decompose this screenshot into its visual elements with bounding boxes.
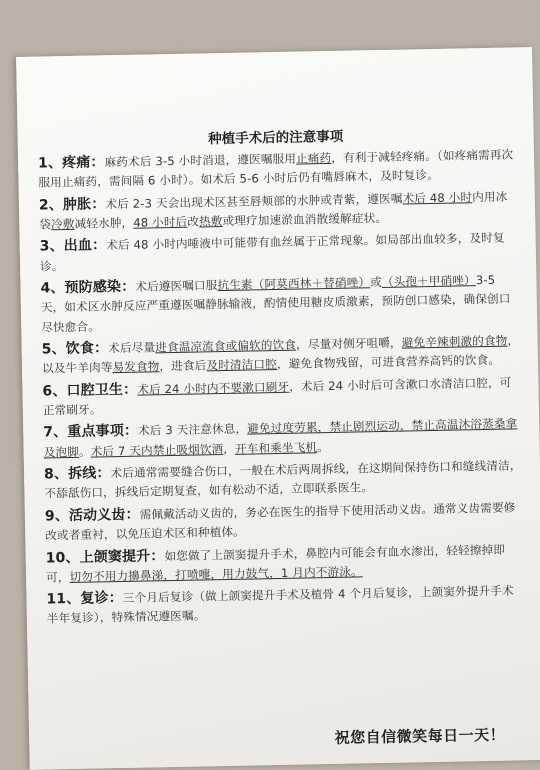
item-heading: 预防感染： xyxy=(64,278,136,297)
item-heading: 饮食： xyxy=(65,340,109,358)
item-heading: 上颌窦提升： xyxy=(79,547,165,566)
instruction-item xyxy=(39,187,518,235)
underlined-text: 术后 24 小时内不要漱口刷牙 xyxy=(137,379,290,397)
document-page xyxy=(16,47,540,770)
item-heading: 肿胀： xyxy=(62,195,106,213)
item-heading: 出血： xyxy=(63,237,107,255)
item-number: 11、 xyxy=(46,591,81,608)
instruction-item xyxy=(38,145,517,193)
instruction-item xyxy=(42,373,521,421)
item-number: 3、 xyxy=(39,238,64,255)
item-text: 术后 2-3 天会出现术区甚至唇颊部的水肿或青紫，遵医嘱 xyxy=(105,191,403,211)
underlined-text: 术后 48 小时 xyxy=(402,189,473,206)
item-text: 内用冰袋 xyxy=(39,189,508,232)
underlined-text: 切勿不用力擤鼻涕，打喷嚏，用力鼓气，1 月内不游泳。 xyxy=(69,564,363,584)
instruction-item xyxy=(41,331,520,379)
instruction-item xyxy=(43,415,522,463)
item-number: 2、 xyxy=(38,196,64,214)
item-text: 三个月后复诊（做上颌窦提升手术及植骨 4 个月后复诊，上颌窦外提升手术半年复诊），特殊情况遵医嘱。 xyxy=(46,583,514,626)
item-text: 或理疗加速淤血消散缓解症状。 xyxy=(222,210,388,228)
item-text: 或 xyxy=(369,275,383,290)
instruction-item xyxy=(44,456,523,504)
item-number: 8、 xyxy=(43,466,69,483)
underlined-text: 热敷 xyxy=(198,213,223,229)
underlined-text: 止痛药 xyxy=(295,150,332,166)
instruction-item xyxy=(45,498,524,546)
item-heading: 重点事项： xyxy=(67,423,139,441)
item-text: ，以及牛羊肉等 xyxy=(41,333,520,376)
item-number: 9、 xyxy=(44,507,70,525)
underlined-text: 术后 7 天内禁止吸烟饮酒 xyxy=(90,441,224,459)
item-text: ，术后 24 小时后可含漱口水清洁口腔，可正常刷牙。 xyxy=(42,375,512,418)
item-text: 需佩戴活动义齿的，务必在医生的指导下使用活动义齿。通常义齿需要修改或者重衬，以免压迫术区和种植体。 xyxy=(45,500,516,543)
underlined-text: 进食温凉流食或偏软的饮食 xyxy=(154,337,297,355)
underlined-text: 避免过度劳累，禁止剧烈运动，禁止高温沐浴蒸桑拿及泡脚 xyxy=(43,416,518,460)
item-heading: 拆线： xyxy=(67,465,111,483)
item-text: ，尽量对侧牙咀嚼， xyxy=(295,335,402,352)
underlined-text: 易发食物 xyxy=(112,359,160,375)
item-text: 。 xyxy=(317,439,330,454)
item-text: ，避免食物残留，可进食营养高钙的饮食。 xyxy=(276,352,501,372)
item-text: 术后 48 小时内唾液中可能带有血丝属于正常现象。如局部出血较多，及时复诊。 xyxy=(39,231,505,274)
item-number: 10、 xyxy=(45,549,80,567)
item-number: 7、 xyxy=(43,424,68,441)
instruction-item xyxy=(40,229,519,277)
item-text: 麻药术后 3-5 小时消退，遵医嘱服用 xyxy=(104,151,297,170)
item-text: 术后遵医嘱口服 xyxy=(135,278,218,294)
item-text: 。 xyxy=(78,444,91,459)
item-number: 4、 xyxy=(40,280,65,297)
underlined-text: 及时清洁口腔 xyxy=(206,357,278,373)
underlined-text: 避免辛辣刺激的食物 xyxy=(401,333,508,350)
instruction-item xyxy=(40,270,519,337)
underlined-text: （头孢＋甲硝唑） xyxy=(381,273,476,290)
instruction-item xyxy=(46,582,525,630)
instruction-item xyxy=(45,540,524,588)
item-text: ，进食后 xyxy=(159,358,207,374)
closing-message: 祝您自信微笑每日一天！ xyxy=(334,725,506,747)
item-heading: 疼痛： xyxy=(61,154,105,172)
underlined-text: 冷敷 xyxy=(50,216,75,232)
item-heading: 复诊： xyxy=(80,590,124,608)
item-number: 5、 xyxy=(41,341,66,358)
item-text: ， xyxy=(223,441,236,456)
item-text: 3-5 天，如术区水肿反应严重遵医嘱静脉输液，酌情使用糖皮质激素，预防创口感染，确保创口尽快愈合。 xyxy=(40,272,511,335)
item-text: 术后通常需要缝合伤口，一般在术后两周拆线，在这期间保持伤口和缝线清洁，不舔舐伤口，拆线后定期复查，如有松动不适，立即联系医生。 xyxy=(44,458,522,501)
item-number: 6、 xyxy=(42,382,67,400)
item-text: 术后尽量 xyxy=(108,340,156,356)
item-text: 术后 3 天注意休息， xyxy=(137,422,248,439)
underlined-text: 抗生素（阿莫西林＋替硝唑） xyxy=(217,275,371,293)
instruction-list xyxy=(38,145,525,632)
underlined-text: 48 小时后 xyxy=(133,214,188,230)
item-text: 如您做了上颌窦提升手术，鼻腔内可能会有血水渗出，轻轻擦掉即可， xyxy=(45,542,506,585)
item-text: 改 xyxy=(187,214,200,229)
underlined-text: 开车和乘坐飞机 xyxy=(234,439,318,456)
item-text: ，有利于减轻疼痛。（如疼痛需再次服用止痛药，需间隔 6 小时）。如术后 5-6 小时后仍有嘴唇麻木，及时复诊。 xyxy=(38,147,514,190)
item-text: 减轻水肿， xyxy=(74,215,134,231)
item-heading: 口腔卫生： xyxy=(66,381,138,399)
item-number: 1、 xyxy=(37,155,63,172)
document-title: 种植手术后的注意事项 xyxy=(208,128,344,148)
item-heading: 活动义齿： xyxy=(68,506,140,524)
